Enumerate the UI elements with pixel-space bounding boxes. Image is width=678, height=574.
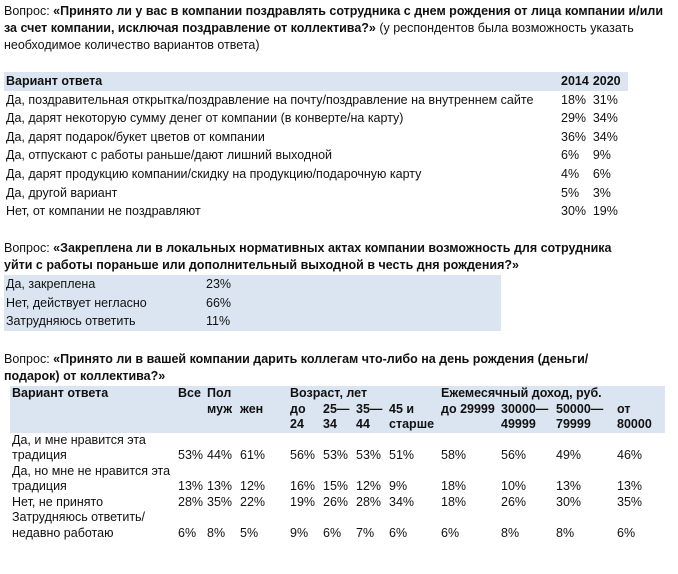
table-subheader: муж жен до 24 25—34 35—44 45 и старше до 29999 30000—49999 50000—79999 от 80000	[10, 402, 665, 433]
table-header: Вариант ответа 2014 2020	[4, 72, 628, 91]
table-row: Да, поздравительная открытка/поздравление на почту/поздравление на внутреннем сайте 18% 31%	[6, 92, 618, 107]
table-row: Затрудняюсь ответить/недавно работаю 6% 8% 5% 9% 6% 7% 6% 6% 8% 8% 6%	[12, 510, 636, 540]
question-3: Вопрос: «Принято ли в вашей компании дарить коллегам что-либо на день рождения (деньги/подарок) от коллектива?»	[4, 352, 589, 383]
question-1: Вопрос: «Принято ли у вас в компании поздравлять сотрудника с днем рождения от лица компании и/или за счет компании, исключая поздравление от коллектива?» (у респондентов была возможность указать необходимое количество вариантов ответа)	[4, 4, 664, 52]
table-row: Да, дарят продукцию компании/скидку на продукцию/подарочную карту 4% 6%	[6, 166, 611, 181]
table-row: Да, и мне нравится эта традиция 53% 44% 61% 56% 53% 53% 51% 58% 56% 49% 46%	[12, 432, 643, 462]
table-birthday-greetings-company	[4, 72, 628, 221]
question-2: Вопрос: «Закреплена ли в локальных нормативных актах компании возможность для сотрудника уйти с работы пораньше или дополнительный выходной в честь дня рождения?»	[4, 241, 612, 272]
table-row: Да, дарят некоторую сумму денег от компании (в конверте/на карту) 29% 34%	[6, 111, 618, 126]
table-row: Да, отпускают с работы раньше/дают лишний выходной 6% 9%	[6, 148, 611, 163]
table-row: Да, дарят подарок/букет цветов от компании 36% 34%	[6, 129, 618, 144]
table-row: Да, другой вариант 5% 3%	[6, 185, 611, 200]
table-row: Нет, действует негласно 66%	[4, 294, 501, 313]
table-row: Да, но мне не нравится эта традиция 13% 13% 12% 16% 15% 12% 9% 18% 10% 13% 13%	[12, 463, 643, 493]
table-row: Нет, не принято 28% 35% 22% 19% 26% 28% 34% 18% 26% 30% 35%	[12, 494, 643, 509]
table-header: Вариант ответа Все Пол Возраст, лет Ежемесячный доход, руб.	[10, 386, 665, 402]
table-row: Нет, от компании не поздравляют 30% 19%	[6, 204, 618, 219]
table-row: Да, закреплена 23%	[4, 275, 501, 294]
table-colleague-gifts	[10, 386, 665, 541]
table-extra-day-off	[4, 275, 501, 331]
table-row: Затрудняюсь ответить 11%	[4, 312, 501, 331]
